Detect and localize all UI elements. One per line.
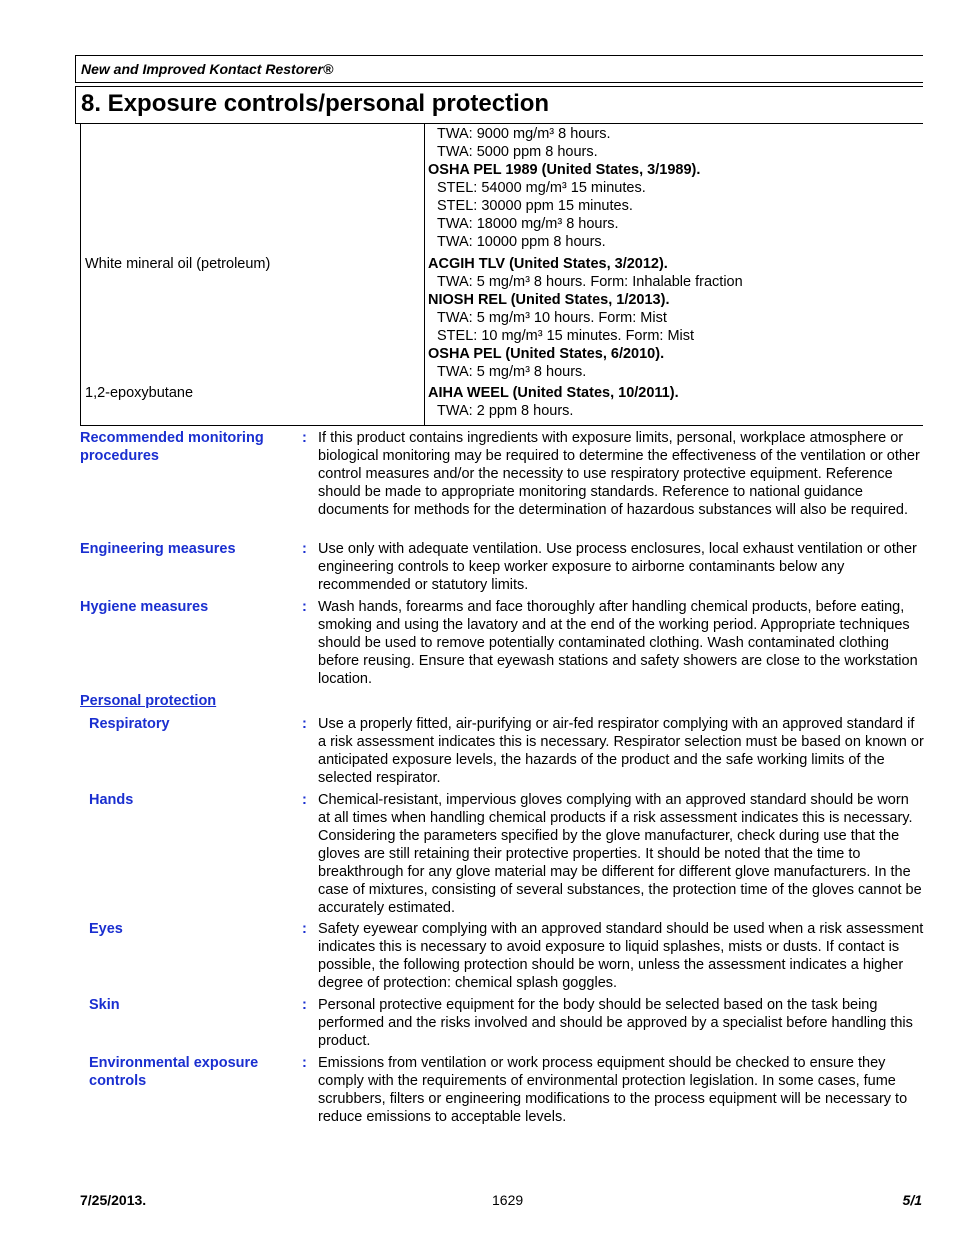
monitoring-colon: : — [302, 430, 307, 446]
exposure-limit-value: TWA: 18000 mg/m³ 8 hours. — [437, 216, 619, 232]
environmental-label: Environmental exposure controls — [89, 1055, 259, 1089]
document-header — [75, 55, 923, 83]
exposure-limit-value: TWA: 5 mg/m³ 8 hours. — [437, 364, 587, 380]
engineering-text: Use only with adequate ventilation. Use process enclosures, local exhaust ventilation or other engineering controls to keep worker exposure to airborne contaminants below any recommended or statutory limits. — [318, 541, 917, 593]
eyes-text: Safety eyewear complying with an approved standard should be used when a risk assessment indicates this is necessary to avoid exposure to liquid splashes, mists or dusts. If contact is possible, the following protection should be worn, unless the assessment indicates a higher degree of protection: chemical splash goggles. — [318, 921, 924, 991]
engineering-label: Engineering measures — [80, 541, 236, 557]
exposure-standard: NIOSH REL (United States, 1/2013). — [428, 292, 670, 308]
skin-text: Personal protective equipment for the body should be selected based on the task being performed and the risks involved and should be approved by a specialist before handling this product. — [318, 997, 913, 1049]
hands-colon: : — [302, 792, 307, 808]
respiratory-colon: : — [302, 716, 307, 732]
exposure-limit-value: TWA: 10000 ppm 8 hours. — [437, 234, 606, 250]
exposure-limit-value: TWA: 5 mg/m³ 8 hours. Form: Inhalable fraction — [437, 274, 743, 290]
eyes-label: Eyes — [89, 921, 123, 937]
exposure-limit-value: STEL: 54000 mg/m³ 15 minutes. — [437, 180, 646, 196]
exposure-standard: OSHA PEL 1989 (United States, 3/1989). — [428, 162, 701, 178]
respiratory-label: Respiratory — [89, 716, 170, 732]
ingredient-name: 1,2-epoxybutane — [85, 385, 194, 401]
skin-colon: : — [302, 997, 307, 1013]
environmental-text: Emissions from ventilation or work process equipment should be checked to ensure they comply with the requirements of environmental protection legislation. In some cases, fume scrubbers, filters or engineering modifications to the process equipment will be necessary to reduce emissions to acceptable levels. — [318, 1055, 908, 1125]
personal-protection-heading: Personal protection — [80, 693, 217, 709]
skin-label: Skin — [89, 997, 120, 1013]
exposure-standard: AIHA WEEL (United States, 10/2011). — [428, 385, 679, 401]
exposure-limits-table — [80, 124, 923, 426]
section-title: 8. Exposure controls/personal protection — [81, 90, 550, 117]
footer-page-number: 5/1 — [902, 1192, 922, 1208]
exposure-limit-value: TWA: 5000 ppm 8 hours. — [437, 144, 598, 160]
exposure-standard: OSHA PEL (United States, 6/2010). — [428, 346, 665, 362]
exposure-standard: ACGIH TLV (United States, 3/2012). — [428, 256, 668, 272]
monitoring-label: Recommended monitoring procedures — [80, 430, 264, 464]
exposure-limit-value: TWA: 5 mg/m³ 10 hours. Form: Mist — [437, 310, 667, 326]
footer-code: 1629 — [492, 1192, 524, 1208]
engineering-colon: : — [302, 541, 307, 557]
hygiene-text: Wash hands, forearms and face thoroughly after handling chemical products, before eating, smoking and using the lavatory and at the end of the working period. Appropriate techniques should be used to remove potentially contaminated clothing. Wash contaminated clothing before reusing. Ensure that eyewash stations and safety showers are close to the workstation location. — [318, 599, 918, 687]
hands-text: Chemical-resistant, impervious gloves complying with an approved standard should be worn at all times when handling chemical products if a risk assessment indicates this is necessary. Considering the parameters specified by the glove manufacturer, check during use that the gloves are still retaining their protective properties. It should be noted that the time to breakthrough for any glove material may be different for different glove manufacturers. In the case of mixtures, consisting of several substances, the protection time of the gloves cannot be accurately estimated. — [318, 792, 922, 916]
footer-date: 7/25/2013. — [80, 1192, 147, 1208]
exposure-limit-value: STEL: 10 mg/m³ 15 minutes. Form: Mist — [437, 328, 695, 344]
hygiene-colon: : — [302, 599, 307, 615]
eyes-colon: : — [302, 921, 307, 937]
ingredient-name: White mineral oil (petroleum) — [85, 256, 271, 272]
environmental-colon: : — [302, 1055, 307, 1071]
monitoring-text: If this product contains ingredients with exposure limits, personal, workplace atmosphere or biological monitoring may be required to determine the effectiveness of the ventilation or other control measures and/or the necessity to use respiratory protective equipment. Reference should be made to appropriate monitoring standards. Reference to national guidance documents for methods for the determination of hazardous substances will also be required. — [318, 430, 920, 518]
product-name: New and Improved Kontact Restorer® — [81, 61, 334, 77]
respiratory-text: Use a properly fitted, air-purifying or air-fed respirator complying with an approved standard if a risk assessment indicates this is necessary. Respirator selection must be based on known or anticipated exposure levels, the hazards of the product and the safe working limits of the selected respirator. — [318, 716, 924, 786]
hygiene-label: Hygiene measures — [80, 599, 209, 615]
exposure-limit-value: STEL: 30000 ppm 15 minutes. — [437, 198, 633, 214]
hands-label: Hands — [89, 792, 134, 808]
exposure-limit-value: TWA: 2 ppm 8 hours. — [437, 403, 574, 419]
section-header — [75, 86, 923, 124]
exposure-limit-value: TWA: 9000 mg/m³ 8 hours. — [437, 126, 611, 142]
table-column-divider — [424, 124, 425, 425]
